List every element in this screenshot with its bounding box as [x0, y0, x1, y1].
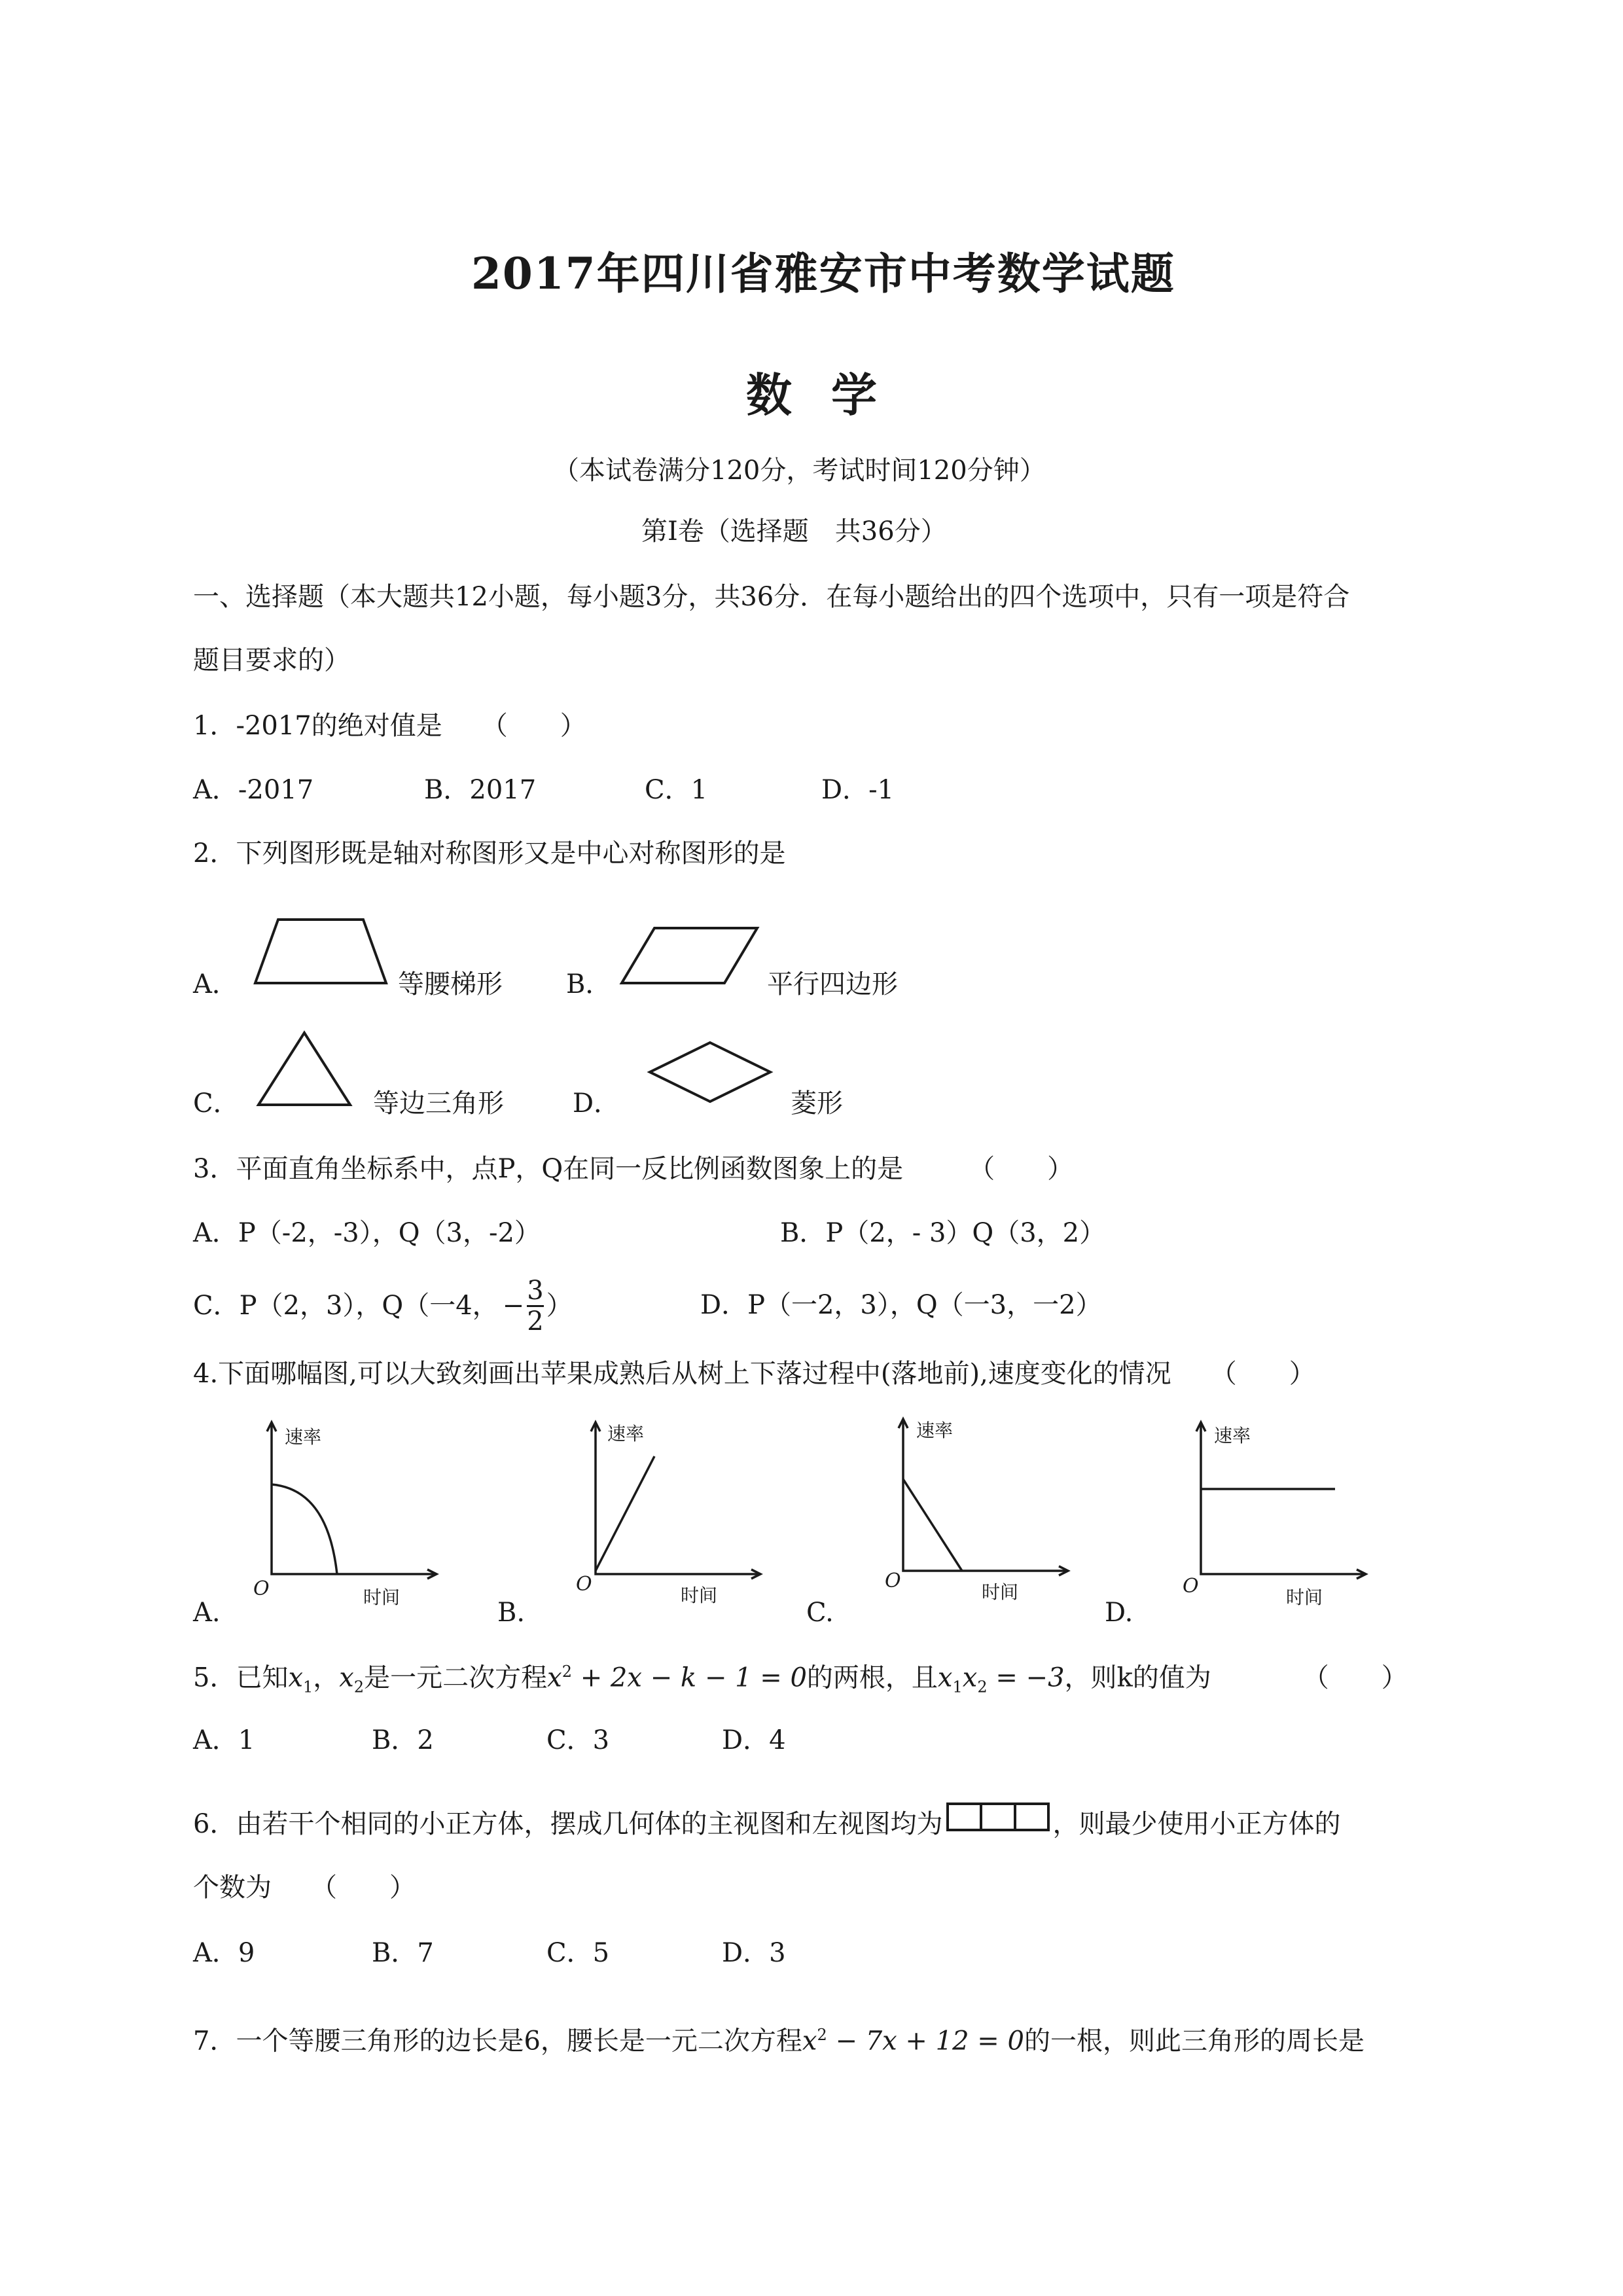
q4-option-c: C. — [806, 1598, 834, 1628]
q2-option-a-letter: A． — [193, 969, 238, 999]
graph-c-origin: O — [885, 1570, 901, 1592]
graph-d-ylabel: 速率 — [1214, 1425, 1251, 1446]
speed-time-graph-d — [1175, 1417, 1371, 1613]
q2-option-c-letter: C． — [193, 1088, 240, 1119]
graph-d-origin: O — [1183, 1575, 1199, 1598]
q5-stem — [193, 1656, 1408, 1702]
q7-equation-exponent: 2 — [817, 2026, 827, 2044]
q3-stem: 3．平面直角坐标系中，点P，Q在同一反比例函数图象上的是 （ ） — [193, 1154, 1074, 1184]
q5-option-c: C．3 — [546, 1725, 610, 1755]
q5-option-b: B．2 — [372, 1725, 434, 1755]
graph-c-ylabel: 速率 — [916, 1420, 954, 1441]
graph-b-line — [596, 1456, 654, 1571]
graph-c-xlabel: 时间 — [982, 1581, 1019, 1603]
q6-option-b: B．7 — [372, 1938, 434, 1968]
q6-stem-line-2: 个数为 （ ） — [193, 1873, 416, 1903]
q1-option-a: A．-2017 — [193, 775, 314, 805]
q5-option-d: D．4 — [722, 1725, 786, 1755]
speed-time-graph-a — [245, 1417, 442, 1613]
q7-text-1: 7．一个等腰三角形的边长是6，腰长是一元二次方程 — [193, 2026, 802, 2056]
q7-text-2: 的一根，则此三角形的周长是 — [1024, 2026, 1364, 2056]
three-square-view-figure — [945, 1808, 1050, 1835]
q5-equation-exponent: 2 — [562, 1662, 572, 1681]
q3-option-c-suffix: ） — [546, 1291, 573, 1321]
q1-option-b: B．2017 — [424, 775, 537, 805]
q3-option-d: D．P（一2，3），Q（一3，一2） — [700, 1290, 1102, 1320]
q5-product-s1: 1 — [952, 1677, 963, 1696]
q3-fraction-numerator: 3 — [527, 1275, 544, 1306]
q4-option-a: A. — [193, 1598, 221, 1628]
q5-root-x2-subscript: 2 — [353, 1677, 365, 1696]
q6-stem-line-1 — [193, 1808, 1340, 1840]
q5-equation-rest: + 2x − k − 1 = 0 — [571, 1662, 807, 1693]
q5-text-3: 的两根，且 — [806, 1662, 938, 1693]
q5-product-s2: 2 — [977, 1677, 988, 1696]
q5-text-4: ，则k的值为 （ ） — [1064, 1662, 1408, 1693]
q6-stem-suffix: ，则最少使用小正方体的 — [1052, 1809, 1341, 1839]
q4-option-d: D. — [1105, 1598, 1133, 1628]
graph-a-xlabel: 时间 — [363, 1587, 401, 1608]
q6-option-d: D．3 — [722, 1938, 786, 1968]
q3-option-c-prefix: C．P（2，3），Q（一4， — [193, 1291, 499, 1321]
q5-text-1: 5．已知 — [193, 1662, 289, 1693]
q1-option-c: C．1 — [645, 775, 708, 805]
q5-root-x1-subscript: 1 — [303, 1677, 313, 1696]
q5-root-x1: x — [288, 1662, 304, 1693]
q2-stem: 2．下列图形既是轴对称图形又是中心对称图形的是 — [193, 838, 786, 869]
graph-c-line — [903, 1479, 962, 1571]
instructions-line-1: 一、选择题（本大题共12小题，每小题3分，共36分．在每小题给出的四个选项中，只有一项是符合 — [193, 582, 1350, 612]
q2-option-d-letter: D． — [573, 1088, 620, 1119]
q5-product-x2: x — [962, 1662, 978, 1693]
exam-note: （本试卷满分120分，考试时间120分钟） — [553, 456, 1046, 486]
q1-stem: 1．-2017的绝对值是 （ ） — [193, 711, 586, 741]
q5-product-x1: x — [937, 1662, 953, 1693]
section-heading: 第Ⅰ卷（选择题 共36分） — [641, 516, 947, 547]
q3-option-c — [193, 1270, 573, 1342]
graph-a-curve — [272, 1484, 337, 1574]
q5-root-x2: x — [339, 1662, 354, 1693]
q1-option-d: D．-1 — [821, 775, 895, 805]
q6-option-c: C．5 — [546, 1938, 610, 1968]
q3-fraction-denominator: 2 — [527, 1306, 544, 1336]
graph-a-ylabel: 速率 — [285, 1426, 322, 1448]
q6-option-a: A．9 — [193, 1938, 255, 1968]
q5-option-a: A．1 — [193, 1725, 255, 1755]
q5-text-2: 是一元二次方程 — [364, 1662, 548, 1693]
subject-title: 数学 — [746, 368, 916, 422]
page-title: 2017年四川省雅安市中考数学试题 — [471, 248, 1175, 299]
q2-option-b-label: 平行四边形 — [767, 969, 898, 999]
q2-option-b-letter: B． — [566, 969, 612, 999]
speed-time-graph-c — [877, 1414, 1073, 1610]
graph-a-origin: O — [253, 1577, 270, 1600]
q2-option-c-label: 等边三角形 — [373, 1088, 504, 1119]
q7-equation-rest: − 7x + 12 = 0 — [827, 2026, 1024, 2056]
q3-option-b: B．P（2，- 3）Q（3，2） — [780, 1218, 1106, 1248]
q4-stem: 4.下面哪幅图,可以大致刻画出苹果成熟后从树上下落过程中(落地前),速度变化的情况 （ ） — [193, 1359, 1315, 1389]
instructions-line-2: 题目要求的） — [193, 645, 350, 675]
speed-time-graph-b — [569, 1417, 766, 1613]
q2-option-d-label: 菱形 — [791, 1088, 843, 1119]
graph-b-ylabel: 速率 — [607, 1423, 645, 1444]
q3-option-a: A．P（-2，-3），Q（3，-2） — [193, 1218, 541, 1248]
q7-stem — [193, 2019, 1364, 2056]
q3-option-c-sign: − — [502, 1291, 525, 1321]
q7-equation-x: x — [802, 2026, 817, 2056]
rhombus-figure — [645, 1037, 776, 1109]
graph-b-origin: O — [576, 1573, 592, 1596]
q4-option-b: B. — [497, 1598, 526, 1628]
q5-equation-x: x — [547, 1662, 562, 1693]
graph-d-xlabel: 时间 — [1286, 1587, 1323, 1608]
q3-fraction — [527, 1276, 543, 1336]
q5-product-rest: = −3 — [987, 1662, 1065, 1693]
isosceles-trapezoid-figure — [249, 910, 393, 995]
q6-stem-prefix: 6．由若干个相同的小正方体，摆成几何体的主视图和左视图均为 — [193, 1809, 943, 1839]
equilateral-triangle-figure — [252, 1028, 357, 1113]
parallelogram-figure — [618, 923, 762, 988]
q2-option-a-label: 等腰梯形 — [398, 969, 503, 999]
q5-comma: ， — [313, 1662, 340, 1693]
graph-b-xlabel: 时间 — [681, 1585, 718, 1606]
